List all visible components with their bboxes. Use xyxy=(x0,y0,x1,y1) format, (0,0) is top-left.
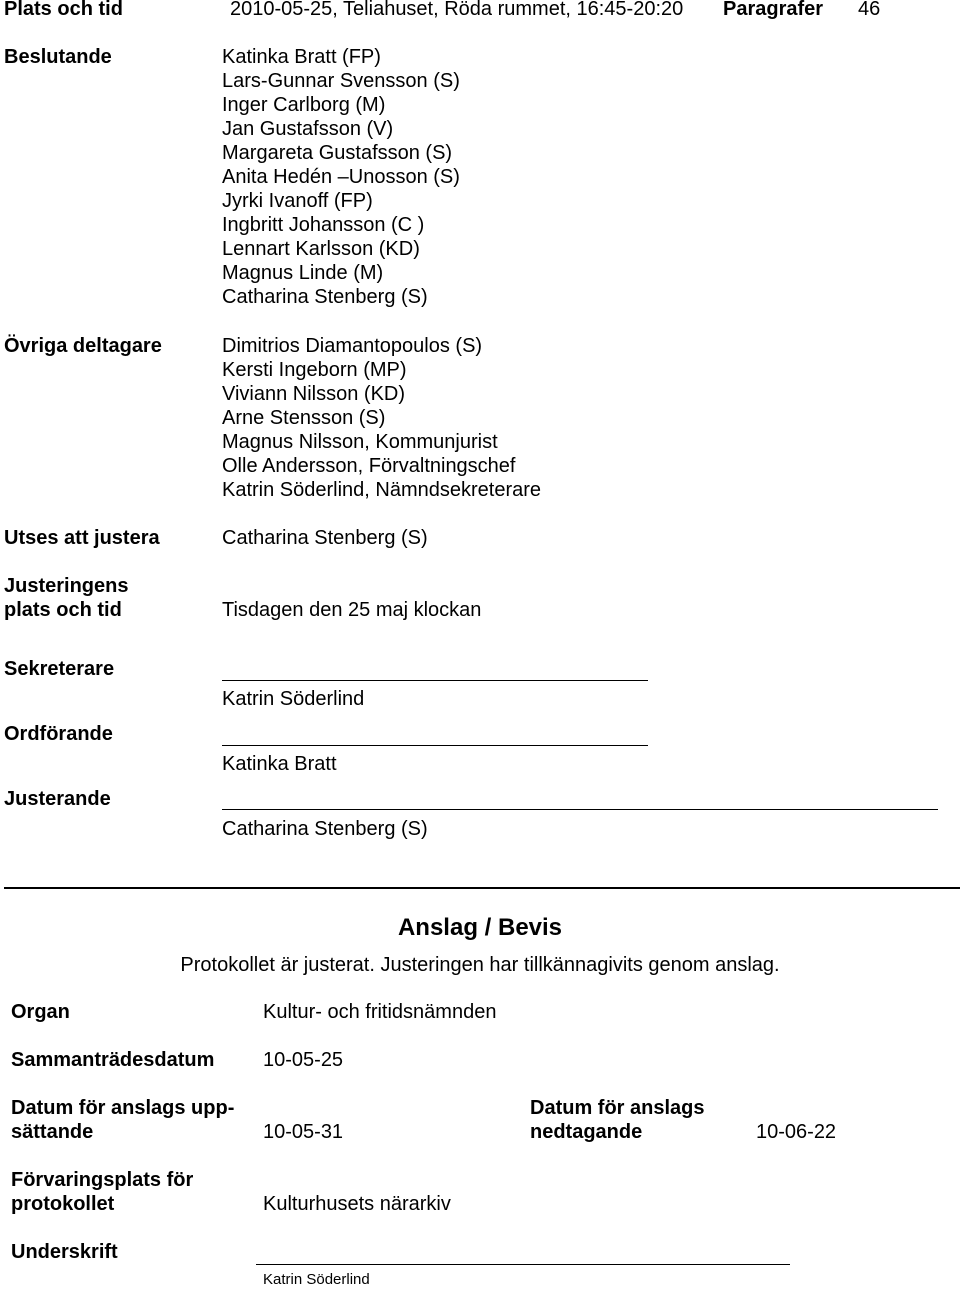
forvaringsplats-label-line2: protokollet xyxy=(11,1193,115,1215)
list-item: Dimitrios Diamantopoulos (S) xyxy=(222,335,483,357)
list-item: Inger Carlborg (M) xyxy=(222,94,386,116)
section-divider xyxy=(4,887,960,889)
uppsattande-label-line1: Datum för anslags upp- xyxy=(11,1097,235,1119)
list-item: Ingbritt Johansson (C ) xyxy=(222,214,425,236)
justeringens-value: Tisdagen den 25 maj klockan xyxy=(222,599,482,621)
ordforande-signature-line xyxy=(222,745,648,746)
justeringens-label-line1: Justeringens xyxy=(4,575,129,597)
list-item: Lars-Gunnar Svensson (S) xyxy=(222,70,460,92)
list-item: Lennart Karlsson (KD) xyxy=(222,238,420,260)
ovriga-deltagare-label: Övriga deltagare xyxy=(4,335,162,357)
underskrift-label: Underskrift xyxy=(11,1241,118,1263)
sekreterare-label: Sekreterare xyxy=(4,658,115,680)
list-item: Jyrki Ivanoff (FP) xyxy=(222,190,373,212)
list-item: Anita Hedén –Unosson (S) xyxy=(222,166,460,188)
sekreterare-name: Katrin Söderlind xyxy=(222,688,365,710)
ordforande-name: Katinka Bratt xyxy=(222,753,337,775)
justeringens-label-line2: plats och tid xyxy=(4,599,122,621)
paragrafer-label: Paragrafer xyxy=(723,0,824,20)
beslutande-list xyxy=(222,45,460,309)
nedtagande-value: 10-06-22 xyxy=(756,1121,837,1143)
justerande-name: Catharina Stenberg (S) xyxy=(222,818,428,840)
forvaringsplats-label-line1: Förvaringsplats för xyxy=(11,1169,194,1191)
list-item: Magnus Nilsson, Kommunjurist xyxy=(222,431,498,453)
ordforande-label: Ordförande xyxy=(4,723,113,745)
ovriga-deltagare-list xyxy=(222,334,541,502)
uppsattande-value: 10-05-31 xyxy=(263,1121,344,1143)
plats-och-tid-value: 2010-05-25, Teliahuset, Röda rummet, 16:45-20:20 xyxy=(230,0,684,20)
forvaringsplats-value: Kulturhusets närarkiv xyxy=(263,1193,451,1215)
nedtagande-label-line1: Datum för anslags xyxy=(530,1097,705,1119)
list-item: Margareta Gustafsson (S) xyxy=(222,142,453,164)
anslag-title: Anslag / Bevis xyxy=(397,914,563,941)
list-item: Kersti Ingeborn (MP) xyxy=(222,359,407,381)
justerande-label: Justerande xyxy=(4,788,111,810)
sammantradesdatum-label: Sammanträdesdatum xyxy=(11,1049,215,1071)
sammantradesdatum-value: 10-05-25 xyxy=(263,1049,344,1071)
organ-label: Organ xyxy=(11,1001,70,1023)
paragrafer-value: 46 xyxy=(858,0,881,20)
list-item: Olle Andersson, Förvaltningschef xyxy=(222,455,516,477)
list-item: Catharina Stenberg (S) xyxy=(222,286,428,308)
list-item: Katinka Bratt (FP) xyxy=(222,46,381,68)
list-item: Arne Stensson (S) xyxy=(222,407,386,429)
list-item: Katrin Söderlind, Nämndsekreterare xyxy=(222,479,542,501)
anslag-subtitle: Protokollet är justerat. Justeringen har tillkännagivits genom anslag. xyxy=(180,954,780,976)
utses-att-justera-label: Utses att justera xyxy=(4,527,160,549)
underskrift-name: Katrin Söderlind xyxy=(263,1271,370,1288)
list-item: Viviann Nilsson (KD) xyxy=(222,383,406,405)
utses-att-justera-value: Catharina Stenberg (S) xyxy=(222,527,428,549)
beslutande-label: Beslutande xyxy=(4,46,112,68)
underskrift-signature-line xyxy=(256,1264,790,1265)
justerande-signature-line xyxy=(222,809,938,810)
plats-och-tid-label: Plats och tid xyxy=(4,0,123,20)
sekreterare-signature-line xyxy=(222,680,648,681)
organ-value: Kultur- och fritidsnämnden xyxy=(263,1001,497,1023)
uppsattande-label-line2: sättande xyxy=(11,1121,94,1143)
list-item: Magnus Linde (M) xyxy=(222,262,384,284)
list-item: Jan Gustafsson (V) xyxy=(222,118,394,140)
nedtagande-label-line2: nedtagande xyxy=(530,1121,643,1143)
